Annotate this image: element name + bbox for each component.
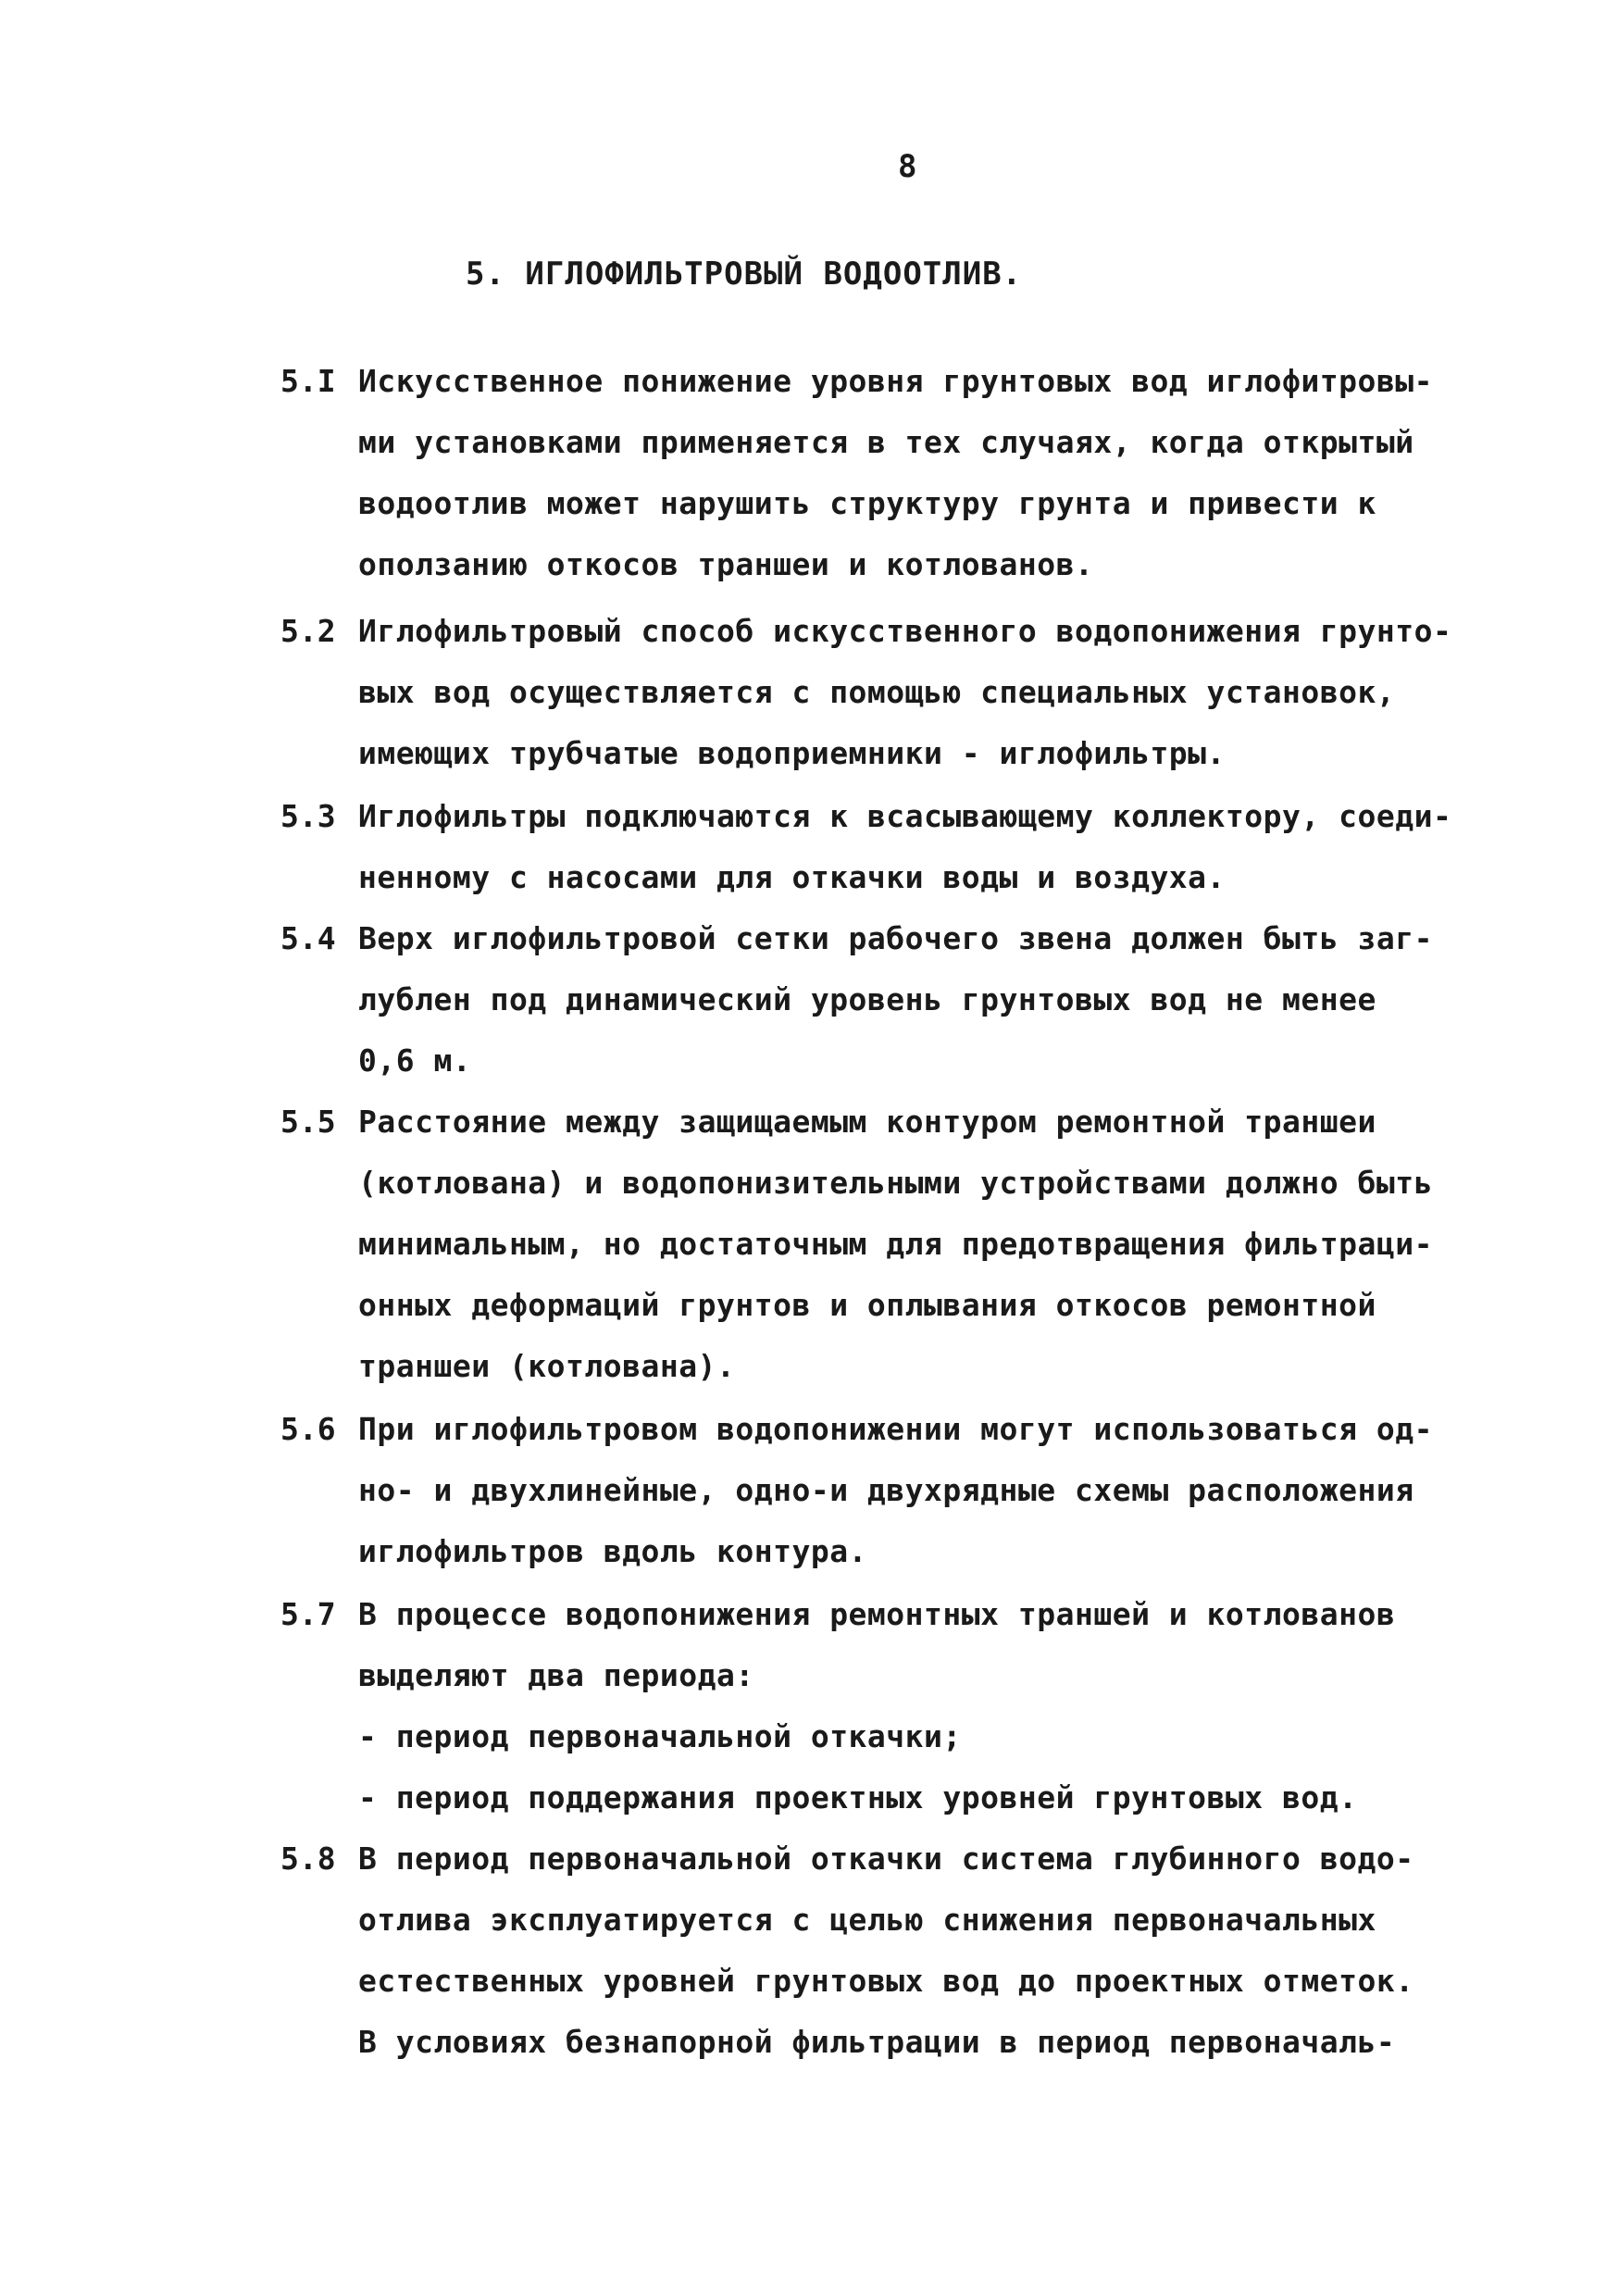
section-title: 5. ИГЛОФИЛЬТРОВЫЙ ВОДООТЛИВ. [466, 256, 1023, 293]
paragraph-line: иглофильтров вдоль контура. [358, 1533, 867, 1569]
paragraph-line: оползанию откосов траншеи и котлованов. [358, 546, 1094, 582]
page-number: 8 [898, 148, 917, 185]
paragraph-line: При иглофильтровом водопонижении могут использоваться од- [358, 1411, 1433, 1447]
paragraph-number: 5.8 [280, 1841, 336, 1877]
paragraph-line: водоотлив может нарушить структуру грунта и привести к [358, 485, 1376, 521]
paragraph-line: траншеи (котлована). [358, 1348, 736, 1384]
paragraph-line: В период первоначальной откачки система глубинного водо- [358, 1841, 1414, 1877]
paragraph-number: 5.2 [280, 613, 336, 649]
paragraph-line: Иглофильтры подключаются к всасывающему коллектору, соеди- [358, 798, 1452, 834]
paragraph-line: ненному с насосами для откачки воды и воздуха. [358, 859, 1226, 895]
paragraph-line: минимальным, но достаточным для предотвращения фильтраци- [358, 1226, 1433, 1262]
paragraph-line: выделяют два периода: [358, 1657, 754, 1693]
paragraph-line: В процессе водопонижения ремонтных траншей и котлованов [358, 1596, 1396, 1632]
paragraph-number: 5.I [280, 363, 336, 399]
paragraph-number: 5.5 [280, 1104, 336, 1140]
paragraph-number: 5.7 [280, 1596, 336, 1632]
paragraph-line: вых вод осуществляется с помощью специальных установок, [358, 674, 1396, 710]
paragraph-line: 0,6 м. [358, 1042, 472, 1079]
paragraph-line: Расстояние между защищаемым контуром ремонтной траншеи [358, 1104, 1376, 1140]
paragraph-line: лублен под динамический уровень грунтовых вод не менее [358, 981, 1376, 1017]
paragraph-line: В условиях безнапорной фильтрации в период первоначаль- [358, 2024, 1396, 2060]
paragraph-line: отлива эксплуатируется с целью снижения первоначальных [358, 1902, 1376, 1938]
paragraph-line: - период поддержания проектных уровней грунтовых вод. [358, 1779, 1358, 1816]
paragraph-line: Искусственное понижение уровня грунтовых вод иглофитровы- [358, 363, 1433, 399]
paragraph-line: но- и двухлинейные, одно-и двухрядные схемы расположения [358, 1472, 1414, 1508]
paragraph-line: естественных уровней грунтовых вод до проектных отметок. [358, 1963, 1414, 1999]
paragraph-line: (котлована) и водопонизительными устройствами должно быть [358, 1165, 1433, 1201]
paragraph-number: 5.4 [280, 920, 336, 956]
paragraph-number: 5.6 [280, 1411, 336, 1447]
paragraph-line: имеющих трубчатые водоприемники - иглофильтры. [358, 735, 1226, 771]
paragraph-line: Верх иглофильтровой сетки рабочего звена должен быть заг- [358, 920, 1433, 956]
paragraph-line: онных деформаций грунтов и оплывания откосов ремонтной [358, 1287, 1376, 1323]
paragraph-line: - период первоначальной откачки; [358, 1718, 962, 1754]
paragraph-line: ми установками применяется в тех случаях, когда открытый [358, 424, 1414, 460]
paragraph-number: 5.3 [280, 798, 336, 834]
paragraph-line: Иглофильтровый способ искусственного водопонижения грунто- [358, 613, 1452, 649]
